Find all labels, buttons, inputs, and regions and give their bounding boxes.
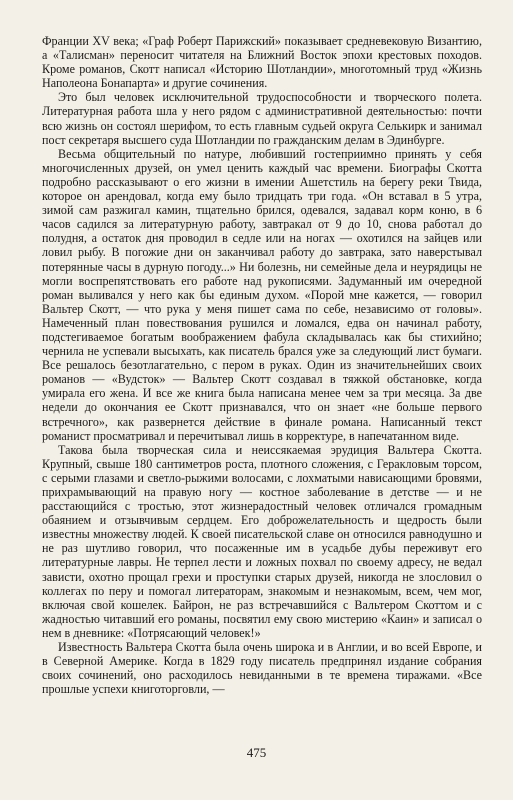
book-page [42, 34, 482, 774]
page-number: 475 [246, 745, 267, 760]
paragraph-2: Это был человек исключительной трудоспособности и творческого полета. Литературная работа шла у него рядом с административной деятельностью: почти всю жизнь он состоял шерифом, то есть главным судьей округа Селькирк и занимал пост секретаря высшего суда Шотландии по гражданским делам в Эдинбурге. [42, 90, 482, 147]
paragraph-4: Такова была творческая сила и неиссякаемая эрудиция Вальтера Скотта. Крупный, свыше 180 сантиметров роста, плотного сложения, с Геракловым торсом, с серыми глазами и светло-рыжими волосами, с лохматыми нависающими бровями, прихрамывающий на правую ногу — костное заболевание в детстве — и не расстающийся с тростью, этот жизнерадостный человек отличался громадным обаянием и отзывчивым сердцем. Его доброжелательность и щедрость были известны множеству людей. К своей писательской славе он относился равнодушно и не раз шутливо говорил, что посаженные им в усадьбе дубы переживут его литературные лавры. Не терпел лести и ложных похвал по своему адресу, не ведал зависти, охотно прощал грехи и проступки старых друзей, никогда не злословил о коллегах по перу и помогал литераторам, знакомым и незнакомым, всем, чем мог, включая свой кошелек. Байрон, не раз встречавшийся с Вальтером Скоттом и с жадностью читавший его романы, посвятил ему свою мистерию «Каин» и записал о нем в дневнике: «Потрясающий человек!» [42, 442, 482, 640]
paragraph-1: Франции XV века; «Граф Роберт Парижский» показывает средневековую Византию, а «Талисман» переносит читателя на Ближний Восток эпохи крестовых походов. Кроме романов, Скотт написал «Историю Шотландии», многотомный труд «Жизнь Наполеона Бонапарта» и другие сочинения. [42, 34, 482, 91]
paragraph-5: Известность Вальтера Скотта была очень широка и в Англии, и во всей Европе, и в Северной Америке. Когда в 1829 году писатель предпринял издание собрания своих сочинений, оно расходилось невиданными в те времена тиражами. «Все прошлые успехи книготорговли, — [42, 640, 482, 697]
paragraph-3: Весьма общительный по натуре, любивший гостеприимно принять у себя многочисленных друзей, он умел ценить каждый час времени. Биографы Скотта подробно рассказывают о его жизни в имении Ашетстиль на берегу реки Твида, которое он арендовал, когда ему было тридцать три года. «Он вставал в 5 утра, зимой сам разжигал камин, тщательно брился, одевался, задавал корм коню, в 6 часов садился за литературную работу, завтракал от 9 до 10, снова работал до полудня, а остаток дня проводил в седле или на ногах — охотился на зайцев или ловил рыбу. В погожие дни он заканчивал работу до завтрака, зато наверстывал потерянные часы в дурную погоду...» Ни болезнь, ни семейные дела и неурядицы не могли воспрепятствовать его работе над рукописями. Задуманный им очередной роман выливался у него как бы единым духом. «Порой мне кажется, — говорил Вальтер Скотт, — что рука у меня пишет сама по себе, независимо от головы». Намеченный план повествования рушился и ломался, едва он начинал работу, подстегиваемое богатым воображением фабула складывалась как бы стихийно; чернила не успевали высыхать, как писатель брался уже за следующий лист бумаги. Все решалось безотлагательно, с пером в руках. Один из значительнейших своих романов — «Вудсток» — Вальтер Скотт создавал в тяжкой обстановке, когда умирала его жена. И все же книга была написана менее чем за три месяца. За две недели до окончания ее Скотт признавался, что он знает «не больше первого встречного», как развернется действие в финале романа. Написанный текст романист просматривал и перечитывал лишь в корректуре, в напечатанном виде. [42, 146, 482, 443]
